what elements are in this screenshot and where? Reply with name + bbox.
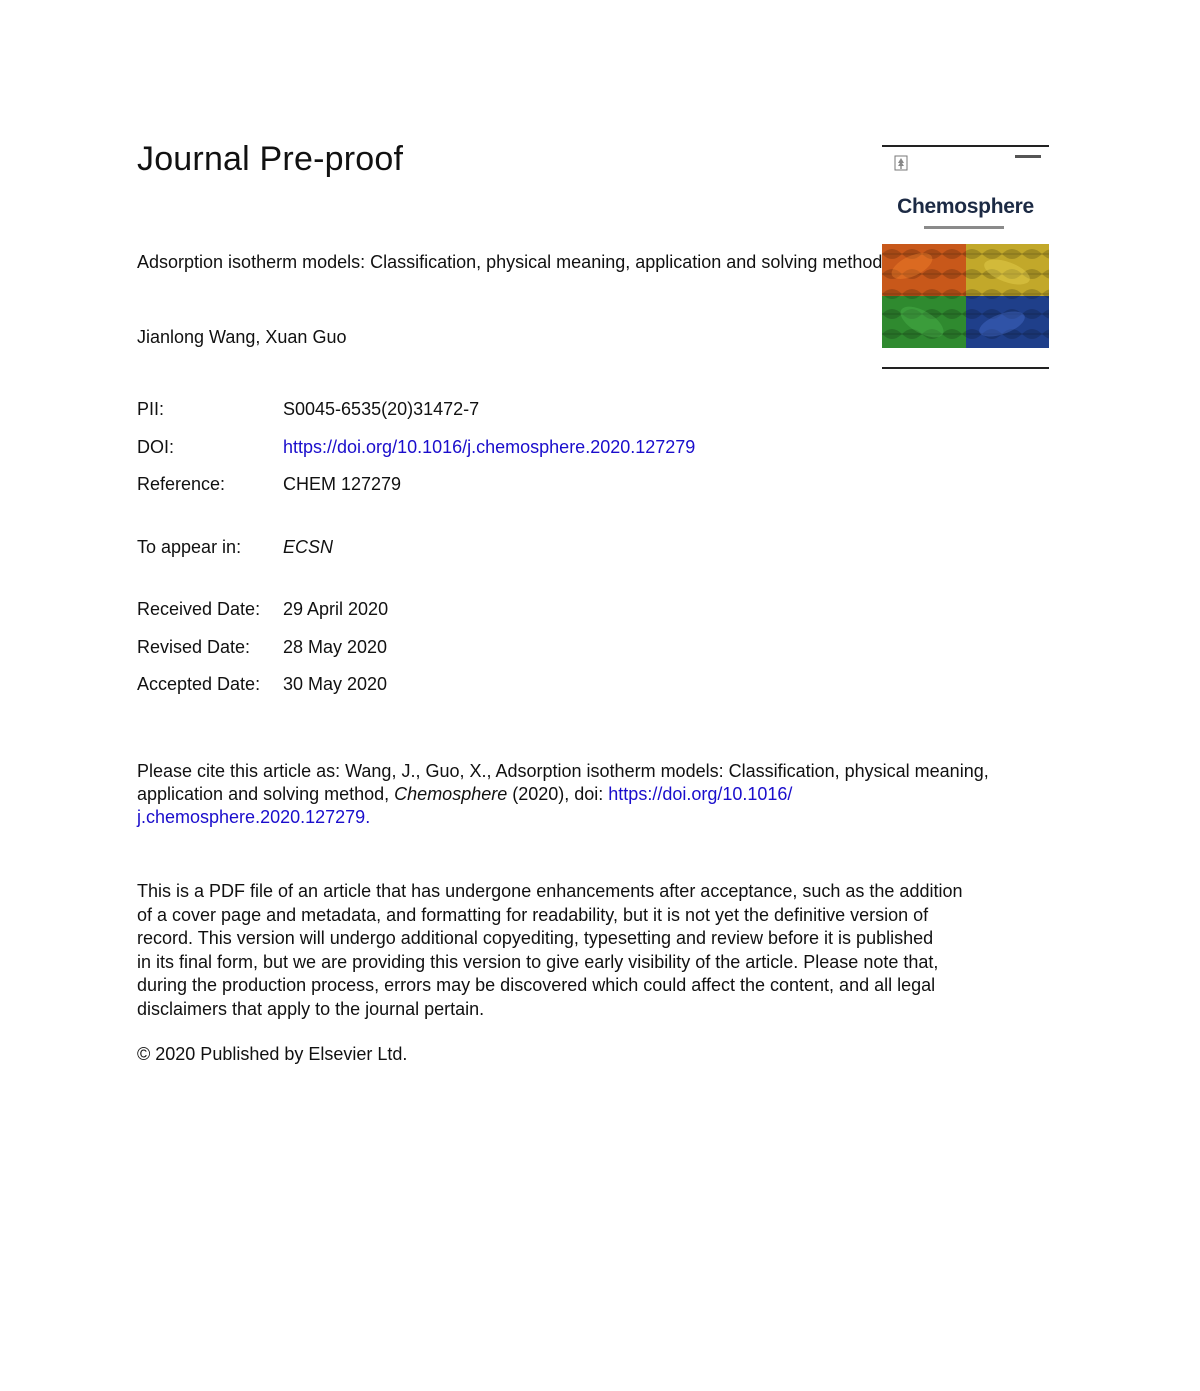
citation-doi-link-continued[interactable]: j.chemosphere.2020.127279 bbox=[137, 807, 366, 827]
journal-cover-thumbnail bbox=[882, 145, 1049, 369]
notice-line: during the production process, errors may be discovered which could affect the content, and all legal bbox=[137, 975, 936, 995]
meta-appear-label: To appear in: bbox=[137, 537, 242, 557]
cover-issue-mark bbox=[1015, 155, 1041, 158]
citation-paragraph bbox=[137, 760, 1017, 829]
citation-prefix: Please cite this article as: Wang, J., Guo, X., Adsorption isotherm models: Classification, physical meaning, application and solving method, bbox=[137, 761, 989, 804]
meta-appear-value: ECSN bbox=[283, 537, 334, 557]
meta-pii-label: PII: bbox=[137, 399, 165, 419]
notice-line: of a cover page and metadata, and formatting for readability, but it is not yet the definitive version of bbox=[137, 904, 929, 925]
cover-journal-name: Chemosphere bbox=[897, 195, 1034, 218]
journal-pre-proof-heading: Journal Pre-proof bbox=[137, 140, 404, 178]
meta-received-value: 29 April 2020 bbox=[283, 599, 389, 619]
pre-proof-notice bbox=[137, 880, 1047, 1021]
meta-reference-label: Reference: bbox=[137, 474, 226, 494]
cover-top-rule bbox=[882, 145, 1049, 147]
meta-revised-value: 28 May 2020 bbox=[283, 637, 388, 657]
meta-revised-label: Revised Date: bbox=[137, 637, 251, 657]
meta-revised-row bbox=[137, 637, 387, 658]
cover-leaves-image bbox=[882, 244, 1049, 348]
meta-accepted-row bbox=[137, 674, 387, 695]
cover-bottom-rule bbox=[882, 367, 1049, 369]
notice-line: This is a PDF file of an article that has undergone enhancements after acceptance, such as the addition bbox=[137, 881, 963, 901]
article-title: Adsorption isotherm models: Classification, physical meaning, application and solving method bbox=[137, 252, 883, 272]
citation-doi-link[interactable]: https://doi.org/10.1016/ bbox=[608, 784, 793, 804]
citation-suffix: . bbox=[365, 807, 371, 827]
meta-received-row bbox=[137, 599, 388, 620]
meta-accepted-label: Accepted Date: bbox=[137, 674, 261, 694]
citation-journal: Chemosphere bbox=[394, 784, 508, 804]
notice-line: record. This version will undergo additional copyediting, typesetting and review before it is published bbox=[137, 928, 934, 948]
meta-received-label: Received Date: bbox=[137, 599, 261, 619]
elsevier-tree-icon bbox=[894, 155, 908, 171]
doi-link[interactable]: https://doi.org/10.1016/j.chemosphere.2020.127279 bbox=[283, 437, 696, 457]
meta-reference-row bbox=[137, 474, 401, 495]
notice-line: disclaimers that apply to the journal pertain. bbox=[137, 998, 485, 1019]
copyright-notice: © 2020 Published by Elsevier Ltd. bbox=[137, 1044, 408, 1064]
meta-pii-row bbox=[137, 399, 479, 420]
meta-pii-value: S0045-6535(20)31472-7 bbox=[283, 399, 480, 419]
meta-accepted-value: 30 May 2020 bbox=[283, 674, 388, 694]
meta-doi-row bbox=[137, 437, 695, 458]
meta-doi-label: DOI: bbox=[137, 437, 175, 457]
meta-appear-row bbox=[137, 537, 333, 558]
article-authors: Jianlong Wang, Xuan Guo bbox=[137, 327, 347, 347]
cover-subtitle-bar bbox=[924, 226, 1004, 229]
meta-reference-value: CHEM 127279 bbox=[283, 474, 402, 494]
notice-line: in its final form, but we are providing this version to give early visibility of the article. Please note that, bbox=[137, 951, 939, 972]
citation-middle: (2020), doi: bbox=[507, 784, 609, 804]
